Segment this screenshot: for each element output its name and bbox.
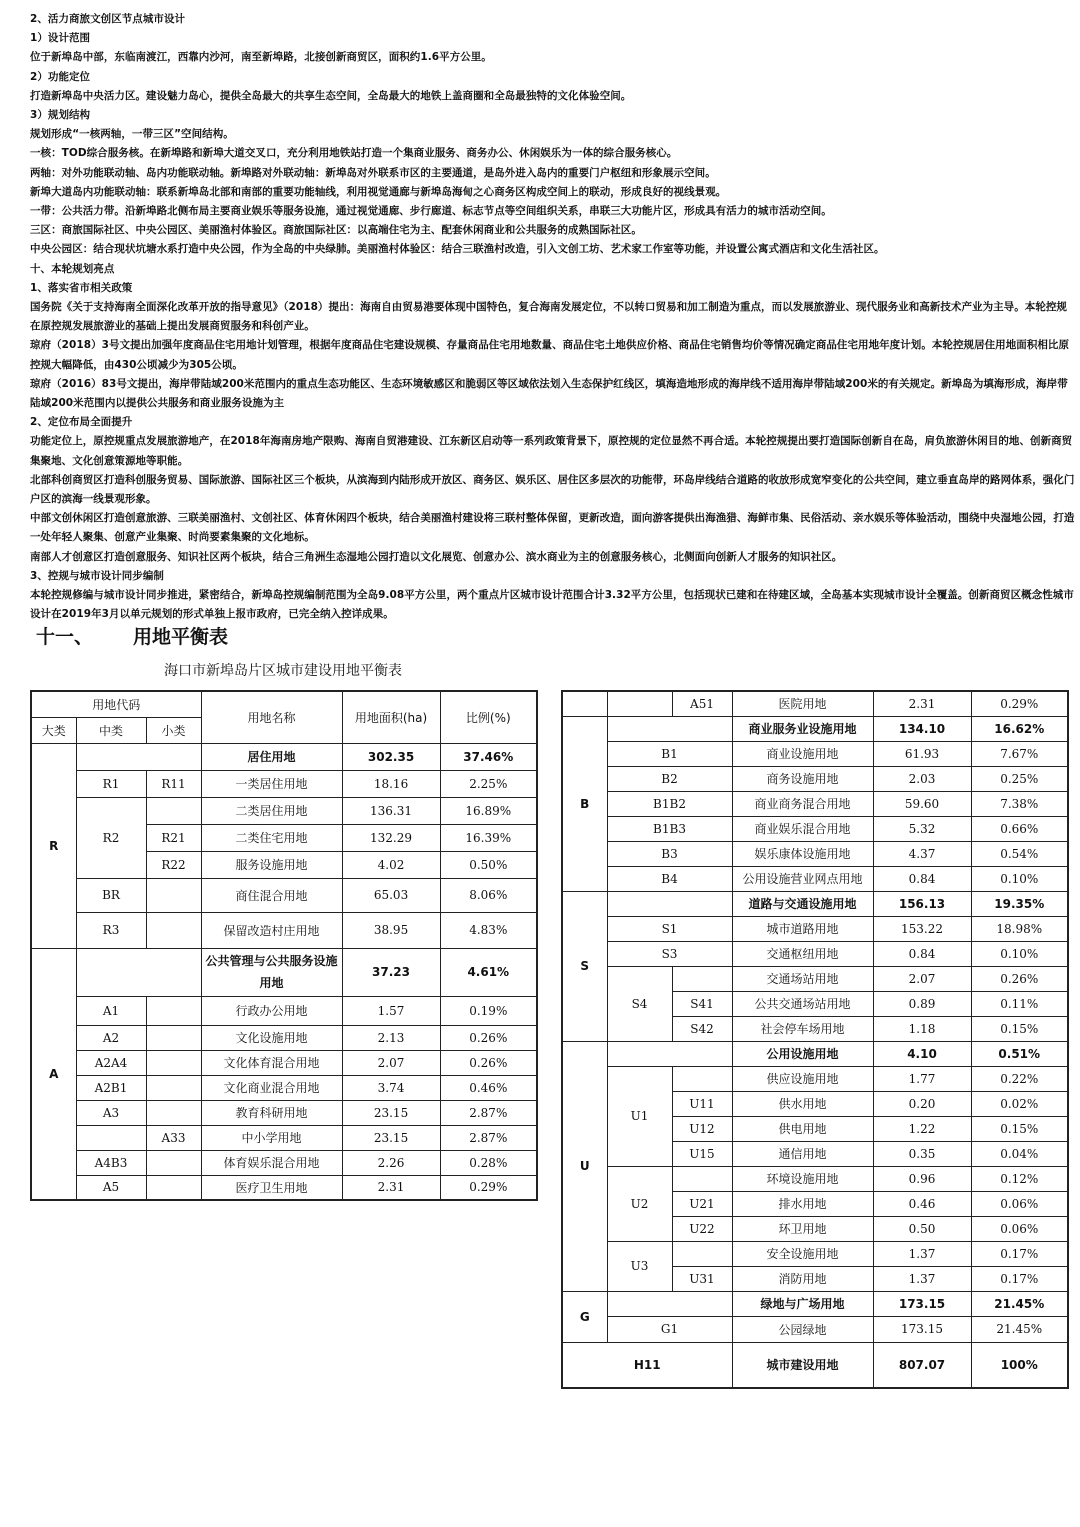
land-name: 供电用地: [732, 1116, 873, 1141]
text-line: 北部科创商贸区打造科创服务贸易、国际旅游、国际社区三个板块，从滨海到内陆形成开放区、商务区、娱乐区、居住区多层次的功能带，环岛岸线结合道路的收放形成宽窄变化的公共空间，建立垂直岛岸的路网体系，强化门户区的滨海一线景观形象。: [30, 473, 1075, 506]
land-ratio: 0.06%: [971, 1191, 1068, 1216]
table-caption: 海口市新埠岛片区城市建设用地平衡表: [164, 663, 402, 679]
text-line: 3）规划结构: [30, 109, 91, 122]
land-area: 1.37: [873, 1266, 971, 1291]
land-ratio: 0.54%: [971, 841, 1068, 866]
land-ratio: 0.50%: [440, 851, 537, 878]
text-line: 国务院《关于支持海南全面深化改革开放的指导意见》（2018）提出：海南自由贸易港要体现中国特色，复合海南发展定位，不以转口贸易和加工制造为重点，而以发展旅游业、现代服务业和高新技术产业为主导。本轮控规在原控规发展旅游业的基础上提出发展商贸服务和科创产业。: [30, 301, 1067, 333]
land-ratio: 0.17%: [971, 1266, 1068, 1291]
major-code: S: [562, 891, 607, 1041]
land-area: 2.26: [342, 1150, 440, 1175]
land-area: 132.29: [342, 824, 440, 851]
minor-code: U15: [672, 1141, 732, 1166]
minor-code: [146, 797, 201, 824]
empty-cell: [607, 716, 732, 741]
land-name: 公用设施用地: [732, 1041, 873, 1066]
land-area: 136.31: [342, 797, 440, 824]
land-ratio: 0.11%: [971, 991, 1068, 1016]
minor-code: U11: [672, 1091, 732, 1116]
minor-code: [146, 1100, 201, 1125]
land-area: 156.13: [873, 891, 971, 916]
land-area: 302.35: [342, 743, 440, 770]
land-name: 环卫用地: [732, 1216, 873, 1241]
header-mid: 中类: [76, 717, 146, 743]
minor-code: U12: [672, 1116, 732, 1141]
land-name: 体育娱乐混合用地: [201, 1150, 342, 1175]
minor-code: [146, 1150, 201, 1175]
minor-code: R11: [146, 770, 201, 797]
mid-code: A2: [76, 1025, 146, 1050]
land-name: 商住混合用地: [201, 878, 342, 912]
minor-code: [672, 1241, 732, 1266]
mid-code: U1: [607, 1066, 672, 1166]
land-ratio: 2.87%: [440, 1100, 537, 1125]
mid-code: B3: [607, 841, 732, 866]
land-name: 二类住宅用地: [201, 824, 342, 851]
total-area: 807.07: [873, 1342, 971, 1388]
text-line: 1、落实省市相关政策: [30, 281, 133, 294]
land-ratio: 0.46%: [440, 1075, 537, 1100]
text-line: 琼府（2018）3号文提出加强年度商品住宅用地计划管理，根据年度商品住宅建设规模、存量商品住宅用地数量、商品住宅土地供应价格、商品住宅销售均价等情况确定商品住宅用地年度计划。本轮控规居住用地面积相比原控规大幅降低，由430公顷减少为305公顷。: [30, 339, 1070, 371]
empty-cell: [562, 691, 607, 716]
land-area: 134.10: [873, 716, 971, 741]
land-area: 0.84: [873, 941, 971, 966]
land-ratio: 0.29%: [440, 1175, 537, 1200]
minor-code: S41: [672, 991, 732, 1016]
land-area: 37.23: [342, 948, 440, 996]
land-area: 18.16: [342, 770, 440, 797]
mid-code: B1: [607, 741, 732, 766]
land-ratio: 0.06%: [971, 1216, 1068, 1241]
land-name: 环境设施用地: [732, 1166, 873, 1191]
text-line: 十、本轮规划亮点: [30, 262, 115, 275]
minor-code: [146, 1075, 201, 1100]
land-ratio: 0.17%: [971, 1241, 1068, 1266]
land-ratio: 7.38%: [971, 791, 1068, 816]
land-name: 安全设施用地: [732, 1241, 873, 1266]
land-name: 文化体育混合用地: [201, 1050, 342, 1075]
text-line: 2）功能定位: [30, 70, 91, 83]
land-name: 交通场站用地: [732, 966, 873, 991]
text-line: 位于新埠岛中部，东临南渡江，西靠内沙河，南至新埠路，北接创新商贸区，面积约1.6平方公里。: [30, 51, 492, 64]
land-name: 保留改造村庄用地: [201, 912, 342, 948]
mid-code: A2A4: [76, 1050, 146, 1075]
land-area: 0.96: [873, 1166, 971, 1191]
land-area: 2.03: [873, 766, 971, 791]
land-area: 173.15: [873, 1291, 971, 1316]
land-name: 文化设施用地: [201, 1025, 342, 1050]
mid-code: B2: [607, 766, 732, 791]
total-code: H11: [562, 1342, 732, 1388]
land-name: 公共交通场站用地: [732, 991, 873, 1016]
empty-cell: [607, 891, 732, 916]
section-number: 十一、: [36, 626, 94, 648]
body-text: [30, 10, 1076, 624]
minor-code: [672, 1066, 732, 1091]
land-area: 1.22: [873, 1116, 971, 1141]
text-line: 打造新埠岛中央活力区。建设魅力岛心，提供全岛最大的共享生态空间，全岛最大的地铁上盖商圈和全岛最独特的文化体验空间。: [30, 89, 632, 102]
land-ratio: 0.15%: [971, 1016, 1068, 1041]
major-code: G: [562, 1291, 607, 1342]
land-ratio: 0.26%: [440, 1025, 537, 1050]
land-name: 排水用地: [732, 1191, 873, 1216]
land-balance-table-left: [30, 690, 538, 1201]
land-name: 社会停车场用地: [732, 1016, 873, 1041]
land-ratio: 8.06%: [440, 878, 537, 912]
land-name: 商务设施用地: [732, 766, 873, 791]
mid-code: S1: [607, 916, 732, 941]
text-line: 一核：TOD综合服务核。在新埠路和新埠大道交叉口，充分利用地铁站打造一个集商业服务、商务办公、休闲娱乐为一体的综合服务核心。: [30, 147, 678, 160]
land-area: 4.10: [873, 1041, 971, 1066]
mid-code: [76, 1125, 146, 1150]
land-area: 153.22: [873, 916, 971, 941]
text-line: 琼府（2016）83号文提出，海岸带陆域200米范围内的重点生态功能区、生态环境敏感区和脆弱区等区域依法划入生态保护红线区，填海造地形成的海岸线不适用海岸带陆域200米的有关规定。新埠岛为填海形成，海岸带陆域200米范围内以提供公共服务和商业服务设施为主: [30, 377, 1068, 410]
land-area: 1.37: [873, 1241, 971, 1266]
land-name: 教育科研用地: [201, 1100, 342, 1125]
land-area: 4.02: [342, 851, 440, 878]
land-area: 2.07: [873, 966, 971, 991]
land-name: 公园绿地: [732, 1316, 873, 1342]
land-ratio: 21.45%: [971, 1291, 1068, 1316]
land-ratio: 0.19%: [440, 996, 537, 1025]
land-name: 公共管理与公共服务设施用地: [201, 948, 342, 996]
land-ratio: 16.62%: [971, 716, 1068, 741]
land-name: 供应设施用地: [732, 1066, 873, 1091]
mid-code: S4: [607, 966, 672, 1041]
mid-code: R2: [76, 797, 146, 878]
empty-cell: [76, 948, 201, 996]
text-line: 功能定位上，原控规重点发展旅游地产，在2018年海南房地产限购、海南自贸港建设、江东新区启动等一系列政策背景下，原控规的定位显然不再合适。本轮控规提出要打造国际创新自在岛，肩负旅游休闲目的地、创新商贸集聚地、文化创意策源地等职能。: [30, 435, 1073, 467]
land-name: 娱乐康体设施用地: [732, 841, 873, 866]
major-code: R: [31, 743, 76, 948]
text-line: 1）设计范围: [30, 32, 91, 45]
minor-code: S42: [672, 1016, 732, 1041]
land-ratio: 0.51%: [971, 1041, 1068, 1066]
minor-code: [146, 878, 201, 912]
header-major: 大类: [31, 717, 76, 743]
mid-code: U2: [607, 1166, 672, 1241]
minor-code: [672, 1166, 732, 1191]
land-ratio: 0.25%: [971, 766, 1068, 791]
mid-code: A5: [76, 1175, 146, 1200]
major-code: A: [31, 948, 76, 1200]
minor-code: [146, 912, 201, 948]
land-ratio: 0.66%: [971, 816, 1068, 841]
land-ratio: 4.61%: [440, 948, 537, 996]
land-ratio: 16.39%: [440, 824, 537, 851]
land-name: 通信用地: [732, 1141, 873, 1166]
land-ratio: 16.89%: [440, 797, 537, 824]
text-line: 本轮控规修编与城市设计同步推进，紧密结合，新埠岛控规编制范围为全岛9.08平方公里，两个重点片区城市设计范围合计3.32平方公里，包括现状已建和在待建区域，全岛基本实现城市设计全覆盖。创新商贸区概念性城市设计在2019年3月以单元规划的形式单独上报市政府，已完全纳入控详成果。: [30, 589, 1074, 621]
land-name: 医疗卫生用地: [201, 1175, 342, 1200]
land-ratio: 0.04%: [971, 1141, 1068, 1166]
header-minor: 小类: [146, 717, 201, 743]
land-ratio: 4.83%: [440, 912, 537, 948]
mid-code: R3: [76, 912, 146, 948]
land-name: 二类居住用地: [201, 797, 342, 824]
mid-code: B4: [607, 866, 732, 891]
text-line: 2、定位布局全面提升: [30, 416, 133, 429]
land-ratio: 0.26%: [971, 966, 1068, 991]
text-line: 3、控规与城市设计同步编制: [30, 569, 164, 582]
mid-code: R1: [76, 770, 146, 797]
major-code: U: [562, 1041, 607, 1291]
land-area: 3.74: [342, 1075, 440, 1100]
land-name: 道路与交通设施用地: [732, 891, 873, 916]
land-ratio: 2.87%: [440, 1125, 537, 1150]
land-area: 0.46: [873, 1191, 971, 1216]
land-area: 1.77: [873, 1066, 971, 1091]
minor-code: A33: [146, 1125, 201, 1150]
header-ratio: 比例(%): [440, 691, 537, 743]
land-area: 5.32: [873, 816, 971, 841]
header-name: 用地名称: [201, 691, 342, 743]
mid-code: B1B2: [607, 791, 732, 816]
land-name: 商业设施用地: [732, 741, 873, 766]
land-ratio: 2.25%: [440, 770, 537, 797]
land-area: 59.60: [873, 791, 971, 816]
minor-code: U21: [672, 1191, 732, 1216]
land-area: 0.84: [873, 866, 971, 891]
land-ratio: 19.35%: [971, 891, 1068, 916]
land-area: 2.13: [342, 1025, 440, 1050]
land-name: 公用设施营业网点用地: [732, 866, 873, 891]
section-title: [36, 622, 228, 649]
minor-code: U31: [672, 1266, 732, 1291]
minor-code: [146, 1175, 201, 1200]
land-ratio: 0.02%: [971, 1091, 1068, 1116]
text-line: 中部文创休闲区打造创意旅游、三联美丽渔村、文创社区、体育休闲四个板块，结合美丽渔村建设将三联村整体保留，更新改造，面向游客提供出海渔猎、海鲜市集、民俗活动、亲水娱乐等体验活动，围绕中央湿地公园，打造一处年轻人聚集、创意产业集聚、时尚要素集聚的文化地标。: [30, 512, 1075, 544]
land-ratio: 37.46%: [440, 743, 537, 770]
mid-code: A2B1: [76, 1075, 146, 1100]
land-name: 一类居住用地: [201, 770, 342, 797]
text-line: 2、活力商旅文创区节点城市设计: [30, 13, 186, 25]
minor-code: R22: [146, 851, 201, 878]
land-area: 2.31: [342, 1175, 440, 1200]
land-ratio: 18.98%: [971, 916, 1068, 941]
mid-code: [607, 691, 672, 716]
land-name: 绿地与广场用地: [732, 1291, 873, 1316]
text-line: 一带：公共活力带。沿新埠路北侧布局主要商业娱乐等服务设施，通过视觉通廊、步行廊道、标志节点等空间组织关系，串联三大功能片区，形成具有活力的城市活动空间。: [30, 205, 832, 218]
land-area: 0.50: [873, 1216, 971, 1241]
text-line: 规划形成“一核两轴，一带三区”空间结构。: [30, 128, 234, 141]
land-name: 消防用地: [732, 1266, 873, 1291]
land-area: 2.07: [342, 1050, 440, 1075]
land-name: 医院用地: [732, 691, 873, 716]
major-code: B: [562, 716, 607, 891]
land-area: 0.35: [873, 1141, 971, 1166]
land-ratio: 0.29%: [971, 691, 1068, 716]
land-name: 商业娱乐混合用地: [732, 816, 873, 841]
land-ratio: 7.67%: [971, 741, 1068, 766]
mid-code: A3: [76, 1100, 146, 1125]
mid-code: A1: [76, 996, 146, 1025]
section-heading: 用地平衡表: [133, 626, 229, 648]
land-name: 交通枢纽用地: [732, 941, 873, 966]
land-ratio: 21.45%: [971, 1316, 1068, 1342]
land-name: 文化商业混合用地: [201, 1075, 342, 1100]
land-area: 173.15: [873, 1316, 971, 1342]
land-name: 中小学用地: [201, 1125, 342, 1150]
land-ratio: 0.28%: [440, 1150, 537, 1175]
land-area: 4.37: [873, 841, 971, 866]
land-ratio: 0.12%: [971, 1166, 1068, 1191]
land-name: 城市道路用地: [732, 916, 873, 941]
header-code: 用地代码: [31, 691, 201, 717]
text-line: 中央公园区：结合现状坑塘水系打造中央公园，作为全岛的中央绿肺。美丽渔村体验区：结合三联渔村改造，引入文创工坊、艺术家工作室等功能，并设置公寓式酒店和文化生活社区。: [30, 243, 885, 256]
mid-code: G1: [607, 1316, 732, 1342]
land-ratio: 0.10%: [971, 866, 1068, 891]
land-name: 行政办公用地: [201, 996, 342, 1025]
land-name: 服务设施用地: [201, 851, 342, 878]
header-area: 用地面积(ha): [342, 691, 440, 743]
minor-code: R21: [146, 824, 201, 851]
minor-code: A51: [672, 691, 732, 716]
land-balance-table-right: [561, 690, 1069, 1389]
land-area: 38.95: [342, 912, 440, 948]
land-ratio: 0.10%: [971, 941, 1068, 966]
land-name: 居住用地: [201, 743, 342, 770]
land-area: 23.15: [342, 1100, 440, 1125]
land-area: 0.20: [873, 1091, 971, 1116]
land-area: 65.03: [342, 878, 440, 912]
empty-cell: [76, 743, 201, 770]
land-name: 商业商务混合用地: [732, 791, 873, 816]
empty-cell: [607, 1041, 732, 1066]
text-line: 三区：商旅国际社区、中央公园区、美丽渔村体验区。商旅国际社区：以高端住宅为主、配套休闲商业和公共服务的成熟国际社区。: [30, 224, 642, 237]
mid-code: BR: [76, 878, 146, 912]
land-area: 23.15: [342, 1125, 440, 1150]
text-line: 新埠大道岛内功能联动轴：联系新埠岛北部和南部的重要功能轴线，利用视觉通廊与新埠岛海甸之心商务区构成空间上的联动，形成良好的视线景观。: [30, 185, 727, 198]
land-name: 供水用地: [732, 1091, 873, 1116]
minor-code: U22: [672, 1216, 732, 1241]
mid-code: U3: [607, 1241, 672, 1291]
minor-code: [146, 1025, 201, 1050]
land-area: 61.93: [873, 741, 971, 766]
text-line: 南部人才创意区打造创意服务、知识社区两个板块，结合三角洲生态湿地公园打造以文化展览、创意办公、滨水商业为主的创意服务核心，北侧面向创新人才服务的知识社区。: [30, 550, 843, 563]
total-name: 城市建设用地: [732, 1342, 873, 1388]
land-ratio: 0.26%: [440, 1050, 537, 1075]
empty-cell: [607, 1291, 732, 1316]
land-area: 2.31: [873, 691, 971, 716]
land-area: 0.89: [873, 991, 971, 1016]
mid-code: A4B3: [76, 1150, 146, 1175]
minor-code: [146, 996, 201, 1025]
land-area: 1.18: [873, 1016, 971, 1041]
land-ratio: 0.15%: [971, 1116, 1068, 1141]
text-line: 两轴：对外功能联动轴、岛内功能联动轴。新埠路对外联动轴：新埠岛对外联系市区的主要通道，是岛外进入岛内的重要门户枢纽和形象展示空间。: [30, 166, 716, 179]
mid-code: B1B3: [607, 816, 732, 841]
minor-code: [146, 1050, 201, 1075]
land-ratio: 0.22%: [971, 1066, 1068, 1091]
land-area: 1.57: [342, 996, 440, 1025]
land-name: 商业服务业设施用地: [732, 716, 873, 741]
mid-code: S3: [607, 941, 732, 966]
minor-code: [672, 966, 732, 991]
total-ratio: 100%: [971, 1342, 1068, 1388]
